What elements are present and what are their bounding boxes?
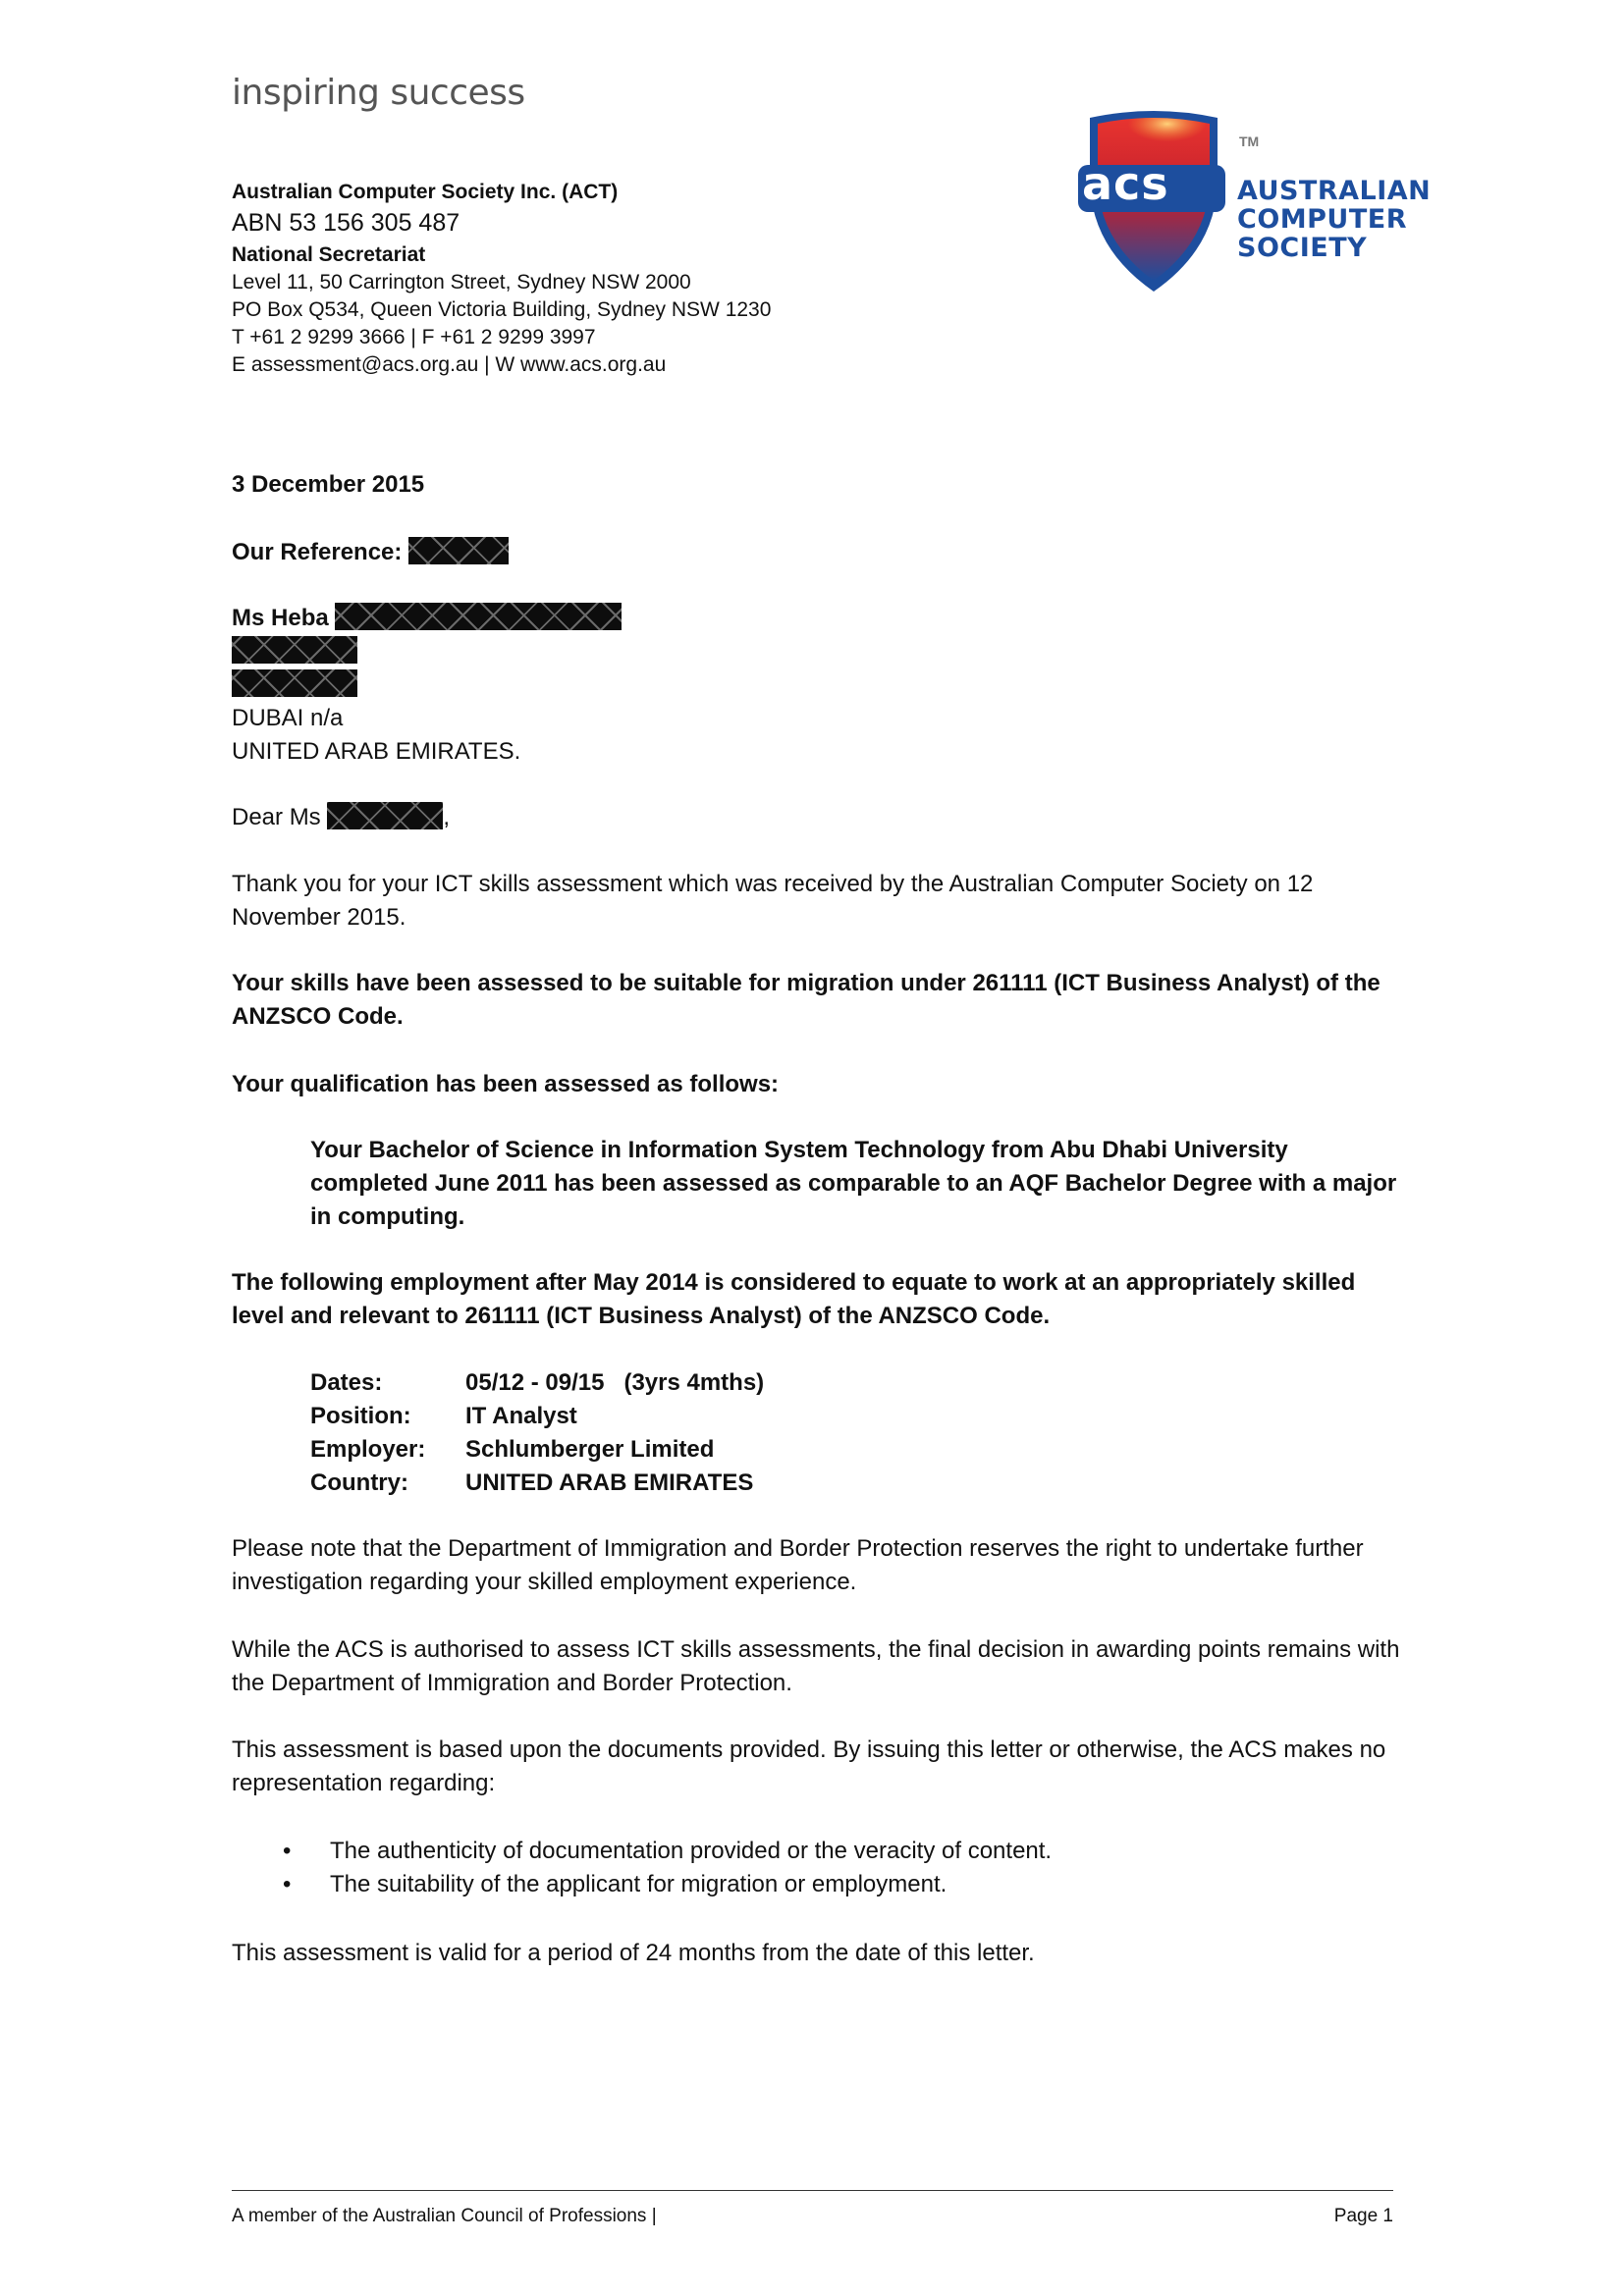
paragraph-department-notice: Please note that the Department of Immigration and Border Protection reserves the right to undertake further investigation regarding your skilled employment experience. [232, 1535, 1364, 1595]
paragraph-employment-heading: The following employment after May 2014 is considered to equate to work at an appropriately skilled level and relevant to 261111 (ICT Business Analyst) of the ANZSCO Code. [232, 1269, 1356, 1329]
letter-date: 3 December 2015 [232, 471, 425, 498]
footer-divider [232, 2190, 1393, 2191]
employment-row [310, 1433, 1390, 1467]
office-heading: National Secretariat [232, 243, 426, 266]
address-redacted-line [232, 668, 919, 702]
logo-brand-line: SOCIETY [1237, 233, 1368, 263]
reference-label: Our Reference: [232, 539, 403, 565]
acs-logo [1070, 110, 1237, 296]
paragraph-assessment-result: Your skills have been assessed to be suitable for migration under 261111 (ICT Business Analyst) of the ANZSCO Code. [232, 970, 1380, 1030]
logo-brand-line: COMPUTER [1237, 204, 1408, 235]
logo-mark: acs [1082, 157, 1169, 210]
disclaimer-list [232, 1835, 1400, 1901]
contact-email-web: E assessment@acs.org.au | W www.acs.org.au [232, 353, 667, 376]
address-line: PO Box Q534, Queen Victoria Building, Sydney NSW 1230 [232, 298, 772, 321]
list-item: • The suitability of the applicant for migration or employment. [232, 1868, 1400, 1901]
redaction-block [335, 603, 622, 630]
page-number: Page 1 [1333, 2206, 1393, 2226]
address-city: DUBAI n/a [232, 705, 344, 731]
employment-value: Schlumberger Limited [465, 1436, 715, 1463]
qualification-statement: Your Bachelor of Science in Information System Technology from Abu Dhabi University completed June 2011 has been assessed as comparable to an AQF Bachelor Degree with a major in computing. [310, 1137, 1397, 1230]
redaction-block [232, 636, 357, 664]
employment-label: Employer: [310, 1436, 426, 1463]
addressee-block [232, 602, 919, 769]
footer-membership: A member of the Australian Council of Professions | [232, 2206, 657, 2226]
redaction-block [408, 537, 509, 564]
contact-phone: T +61 2 9299 3666 | F +61 2 9299 3997 [232, 326, 596, 348]
address-redacted-line [232, 635, 919, 668]
trademark: TM [1239, 133, 1260, 149]
paragraph-validity: This assessment is valid for a period of 24 months from the date of this letter. [232, 1940, 1035, 1966]
addressee-name-line [232, 602, 919, 635]
paragraph-receipt: Thank you for your ICT skills assessment which was received by the Australian Computer Society on 12 November 2015. [232, 871, 1314, 931]
addressee-prefix: Ms Heba [232, 605, 329, 631]
list-item: • The authenticity of documentation provided or the veracity of content. [232, 1835, 1400, 1868]
paragraph-authority: While the ACS is authorised to assess ICT skills assessments, the final decision in awarding points remains with the Department of Immigration and Border Protection. [232, 1636, 1400, 1696]
letterhead-address-block [232, 179, 919, 379]
address-country: UNITED ARAB EMIRATES. [232, 738, 521, 765]
tagline: inspiring success [232, 73, 525, 113]
paragraph-qualification-heading: Your qualification has been assessed as follows: [232, 1071, 780, 1097]
employment-value: UNITED ARAB EMIRATES [465, 1469, 754, 1496]
salutation-prefix: Dear Ms [232, 804, 321, 830]
employment-label: Position: [310, 1403, 411, 1429]
org-name: Australian Computer Society Inc. (ACT) [232, 181, 619, 203]
employment-label: Dates: [310, 1369, 383, 1396]
abn: ABN 53 156 305 487 [232, 209, 460, 237]
logo-brand-text [1237, 177, 1431, 262]
employment-row [310, 1400, 1390, 1433]
employment-value: IT Analyst [465, 1403, 577, 1429]
redaction-block [232, 669, 357, 697]
employment-details [310, 1366, 1390, 1500]
address-line: Level 11, 50 Carrington Street, Sydney NSW 2000 [232, 271, 691, 294]
logo-brand-line: AUSTRALIAN [1237, 176, 1432, 206]
employment-value: 05/12 - 09/15 (3yrs 4mths) [465, 1369, 765, 1396]
employment-row [310, 1467, 1390, 1500]
employment-row [310, 1366, 1390, 1400]
employment-label: Country: [310, 1469, 408, 1496]
reference-line [232, 536, 509, 569]
salutation-suffix: , [443, 804, 451, 830]
redaction-block [327, 802, 443, 829]
salutation [232, 801, 450, 834]
paragraph-disclaimer: This assessment is based upon the documents provided. By issuing this letter or otherwise, the ACS makes no representation regarding: [232, 1736, 1386, 1796]
